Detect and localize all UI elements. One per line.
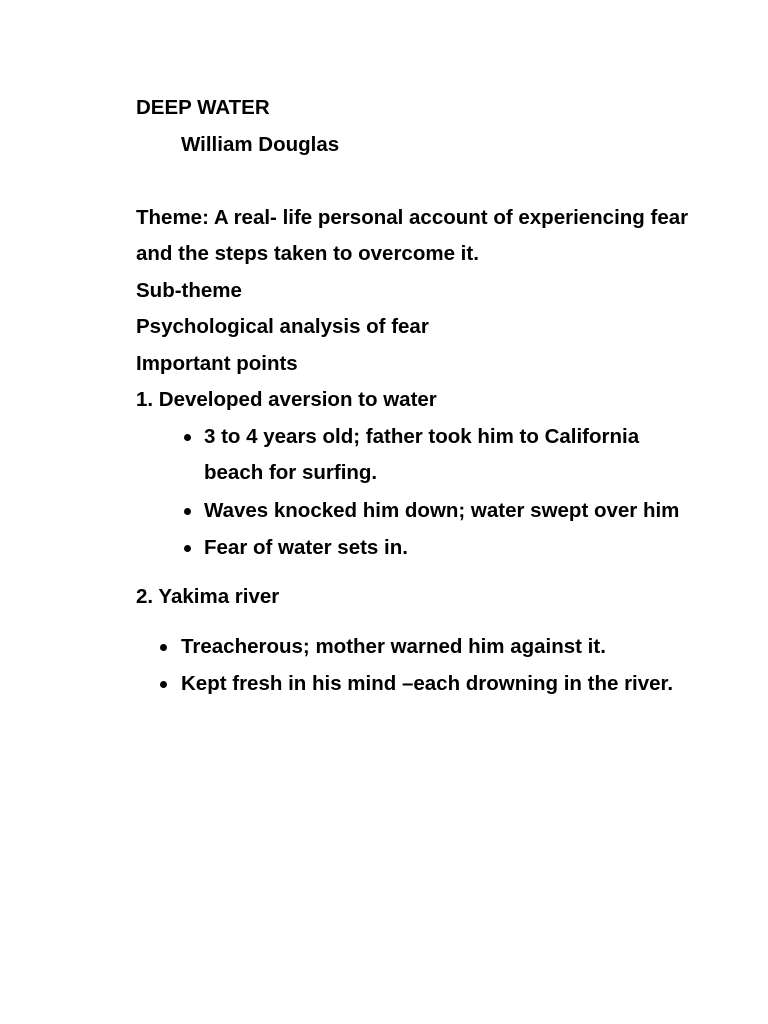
spacer (136, 163, 696, 200)
bullet-icon (184, 545, 191, 552)
list-item (136, 629, 696, 666)
bullet-icon (160, 644, 167, 651)
point-1-heading: 1. Developed aversion to water (136, 388, 437, 411)
list-item (136, 530, 696, 567)
sub-theme-heading: Sub-theme (136, 278, 242, 302)
list-item (136, 419, 696, 492)
important-points-heading: Important points (136, 351, 298, 375)
point-2-bullet-list (136, 629, 696, 702)
list-item-text: 3 to 4 years old; father took him to California beach for surfing. (204, 424, 640, 484)
bullet-icon (184, 434, 191, 441)
theme-text: Theme: A real- life personal account of experiencing fear and the steps taken to overcome it. (136, 205, 689, 265)
bullet-icon (184, 508, 191, 515)
document-page (136, 90, 696, 702)
point-1-bullet-list (136, 419, 696, 567)
list-item-text: Waves knocked him down; water swept over him (204, 498, 680, 522)
list-item (136, 666, 696, 703)
list-item-text: Treacherous; mother warned him against it. (181, 635, 606, 658)
document-title: DEEP WATER (136, 96, 270, 119)
list-item (136, 493, 696, 530)
bullet-icon (160, 681, 167, 688)
sub-theme-text: Psychological analysis of fear (136, 315, 429, 338)
document-author: William Douglas (181, 132, 340, 156)
point-2-heading: 2. Yakima river (136, 584, 280, 608)
list-item-text: Kept fresh in his mind –each drowning in the river. (181, 671, 674, 695)
list-item-text: Fear of water sets in. (204, 536, 408, 559)
